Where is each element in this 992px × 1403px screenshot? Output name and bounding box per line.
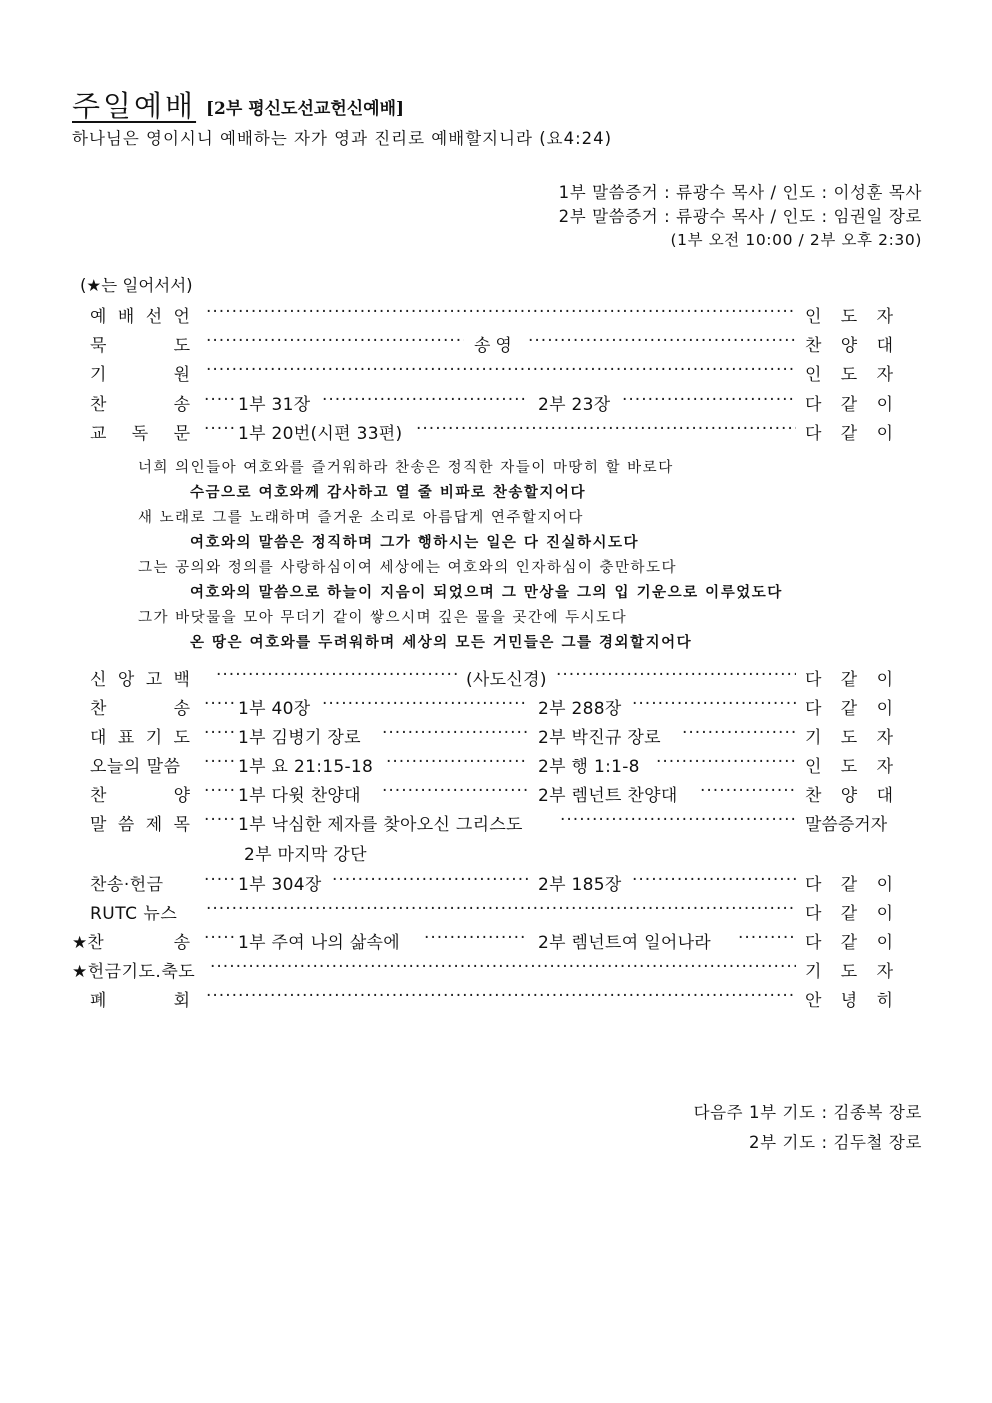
order-row xyxy=(0,360,992,390)
leader-dots xyxy=(560,810,796,830)
order-label: 찬 송 xyxy=(90,699,190,719)
order-label: 신 앙 고 백 xyxy=(90,670,190,690)
leader-dots xyxy=(204,870,234,890)
order-label: 묵 도 xyxy=(90,336,190,356)
order-who: 찬 양 대 xyxy=(805,336,893,356)
order-row xyxy=(0,870,992,900)
order-part2: 2부 렘넌트여 일어나라 xyxy=(538,933,712,953)
order-part2: 2부 렘넌트 찬양대 xyxy=(538,786,678,806)
leader-dots xyxy=(206,331,464,351)
leader-dots xyxy=(204,781,234,801)
order-part1: 1부 김병기 장로 xyxy=(238,728,361,748)
order-row xyxy=(0,694,992,724)
leader-dots xyxy=(738,928,796,948)
order-who: 인 도 자 xyxy=(805,365,893,385)
order-part1: 1부 다윗 찬양대 xyxy=(238,786,361,806)
order-row xyxy=(0,957,992,987)
leader-dots xyxy=(656,752,796,772)
leader-dots xyxy=(206,986,796,1006)
leader-line-2: 2부 말씀증거 : 류광수 목사 / 인도 : 임권일 장로 xyxy=(558,207,922,226)
order-row xyxy=(0,986,992,1016)
leader-dots xyxy=(204,928,234,948)
order-mid: 송영 xyxy=(474,336,517,356)
order-who: 인 도 자 xyxy=(805,757,893,777)
order-part1: 1부 낙심한 제자를 찾아오신 그리스도 xyxy=(238,815,523,835)
order-part1-second-line: 2부 마지막 강단 xyxy=(244,845,367,865)
order-row xyxy=(0,899,992,929)
leader-dots xyxy=(382,723,528,743)
leader-line-1: 1부 말씀증거 : 류광수 목사 / 인도 : 이성훈 목사 xyxy=(558,183,922,202)
order-who: 다 같 이 xyxy=(805,875,893,895)
leader-dots xyxy=(528,331,796,351)
leader-dots xyxy=(416,419,796,439)
order-label: 오늘의 말씀 xyxy=(90,757,181,777)
order-label: RUTC 뉴스 xyxy=(90,904,178,924)
order-part1: 1부 40장 xyxy=(238,699,311,719)
leader-dots xyxy=(322,390,528,410)
order-part1: 1부 304장 xyxy=(238,875,322,895)
order-row xyxy=(0,810,992,840)
order-row xyxy=(0,302,992,332)
leader-dots xyxy=(210,957,796,977)
leader-dots xyxy=(622,390,796,410)
order-label: 기 원 xyxy=(90,365,190,385)
order-row xyxy=(0,752,992,782)
order-who: 다 같 이 xyxy=(805,904,893,924)
order-row xyxy=(0,781,992,811)
leader-dots xyxy=(204,390,234,410)
service-subtitle: [2부 평신도선교헌신예배] xyxy=(206,99,405,119)
order-who: 다 같 이 xyxy=(805,699,893,719)
order-who: 다 같 이 xyxy=(805,933,893,953)
order-part2: 2부 박진규 장로 xyxy=(538,728,661,748)
leader-dots xyxy=(204,752,234,772)
page-title: 주일예배 xyxy=(72,89,197,123)
leader-dots xyxy=(556,665,796,685)
order-label: 대 표 기 도 xyxy=(90,728,190,748)
order-label: 찬 양 xyxy=(90,786,190,806)
responsive-congregation-line: 여호와의 말씀은 정직하며 그가 행하시는 일은 다 진실하시도다 xyxy=(190,535,640,551)
leader-dots xyxy=(700,781,796,801)
order-part2: 2부 23장 xyxy=(538,395,611,415)
leader-dots xyxy=(204,694,234,714)
leader-dots xyxy=(386,752,528,772)
order-who: 다 같 이 xyxy=(805,424,893,444)
order-label: 찬 송 xyxy=(90,395,190,415)
leader-dots xyxy=(206,302,796,322)
order-row xyxy=(0,419,992,449)
next-week-prayer-1: 다음주 1부 기도 : 김종복 장로 xyxy=(693,1103,922,1122)
service-times: (1부 오전 10:00 / 2부 오후 2:30) xyxy=(670,231,922,249)
leader-dots xyxy=(206,899,796,919)
leader-dots xyxy=(424,928,528,948)
order-part1: 1부 주여 나의 삶속에 xyxy=(238,933,401,953)
order-who: 찬 양 대 xyxy=(805,786,893,806)
order-row xyxy=(0,390,992,420)
standing-note: (★는 일어서서) xyxy=(80,276,193,295)
leader-dots xyxy=(382,781,528,801)
order-label: 말 씀 제 목 xyxy=(90,815,190,835)
order-who: 다 같 이 xyxy=(805,670,893,690)
leader-dots xyxy=(632,870,796,890)
responsive-congregation-line: 여호와의 말씀으로 하늘이 지음이 되었으며 그 만상을 그의 입 기운으로 이루었도다 xyxy=(190,585,783,601)
leader-dots xyxy=(204,723,234,743)
order-label: 예 배 선 언 xyxy=(90,307,190,327)
leader-dots xyxy=(204,419,234,439)
order-who: 안 녕 히 xyxy=(805,991,893,1011)
responsive-leader-line: 그는 공의와 정의를 사랑하심이여 세상에는 여호와의 인자하심이 충만하도다 xyxy=(138,560,677,576)
order-row xyxy=(0,331,992,361)
order-label: ★헌금기도.축도 xyxy=(72,962,196,982)
order-label: 교 독 문 xyxy=(90,424,190,444)
order-who: 기 도 자 xyxy=(805,728,893,748)
order-label: 찬송·헌금 xyxy=(90,875,164,895)
leader-dots xyxy=(322,694,528,714)
leader-dots xyxy=(632,694,796,714)
order-row xyxy=(0,928,992,958)
order-part2: 2부 288장 xyxy=(538,699,622,719)
order-part1: 1부 20번(시편 33편) xyxy=(238,424,403,444)
order-who: 말씀증거자 xyxy=(805,815,888,835)
leader-dots xyxy=(332,870,528,890)
order-who: 다 같 이 xyxy=(805,395,893,415)
order-who: 인 도 자 xyxy=(805,307,893,327)
order-part1: 1부 31장 xyxy=(238,395,311,415)
order-label: ★찬 송 xyxy=(72,933,190,953)
order-part2: 2부 185장 xyxy=(538,875,622,895)
order-row-continuation xyxy=(0,840,992,870)
order-row xyxy=(0,665,992,695)
order-part1: 1부 요 21:15-18 xyxy=(238,757,374,777)
next-week-prayer-2: 2부 기도 : 김두철 장로 xyxy=(749,1133,922,1152)
responsive-congregation-line: 온 땅은 여호와를 두려워하며 세상의 모든 거민들은 그를 경외할지어다 xyxy=(190,635,693,651)
order-mid: (사도신경) xyxy=(466,670,547,690)
leader-dots xyxy=(206,360,796,380)
theme-verse: 하나님은 영이시니 예배하는 자가 영과 진리로 예배할지니라 (요4:24) xyxy=(72,129,613,148)
order-who: 기 도 자 xyxy=(805,962,893,982)
responsive-leader-line: 그가 바닷물을 모아 무더기 같이 쌓으시며 깊은 물을 곳간에 두시도다 xyxy=(138,610,628,626)
responsive-congregation-line: 수금으로 여호와께 감사하고 열 줄 비파로 찬송할지어다 xyxy=(190,485,586,501)
leader-dots xyxy=(204,810,234,830)
order-part2: 2부 행 1:1-8 xyxy=(538,757,640,777)
order-label: 폐 회 xyxy=(90,991,190,1011)
order-row xyxy=(0,723,992,753)
leader-dots xyxy=(216,665,460,685)
responsive-leader-line: 새 노래로 그를 노래하며 즐거운 소리로 아름답게 연주할지어다 xyxy=(138,510,584,526)
leader-dots xyxy=(682,723,796,743)
responsive-leader-line: 너희 의인들아 여호와를 즐거워하라 찬송은 정직한 자들이 마땅히 할 바로다 xyxy=(138,460,674,476)
